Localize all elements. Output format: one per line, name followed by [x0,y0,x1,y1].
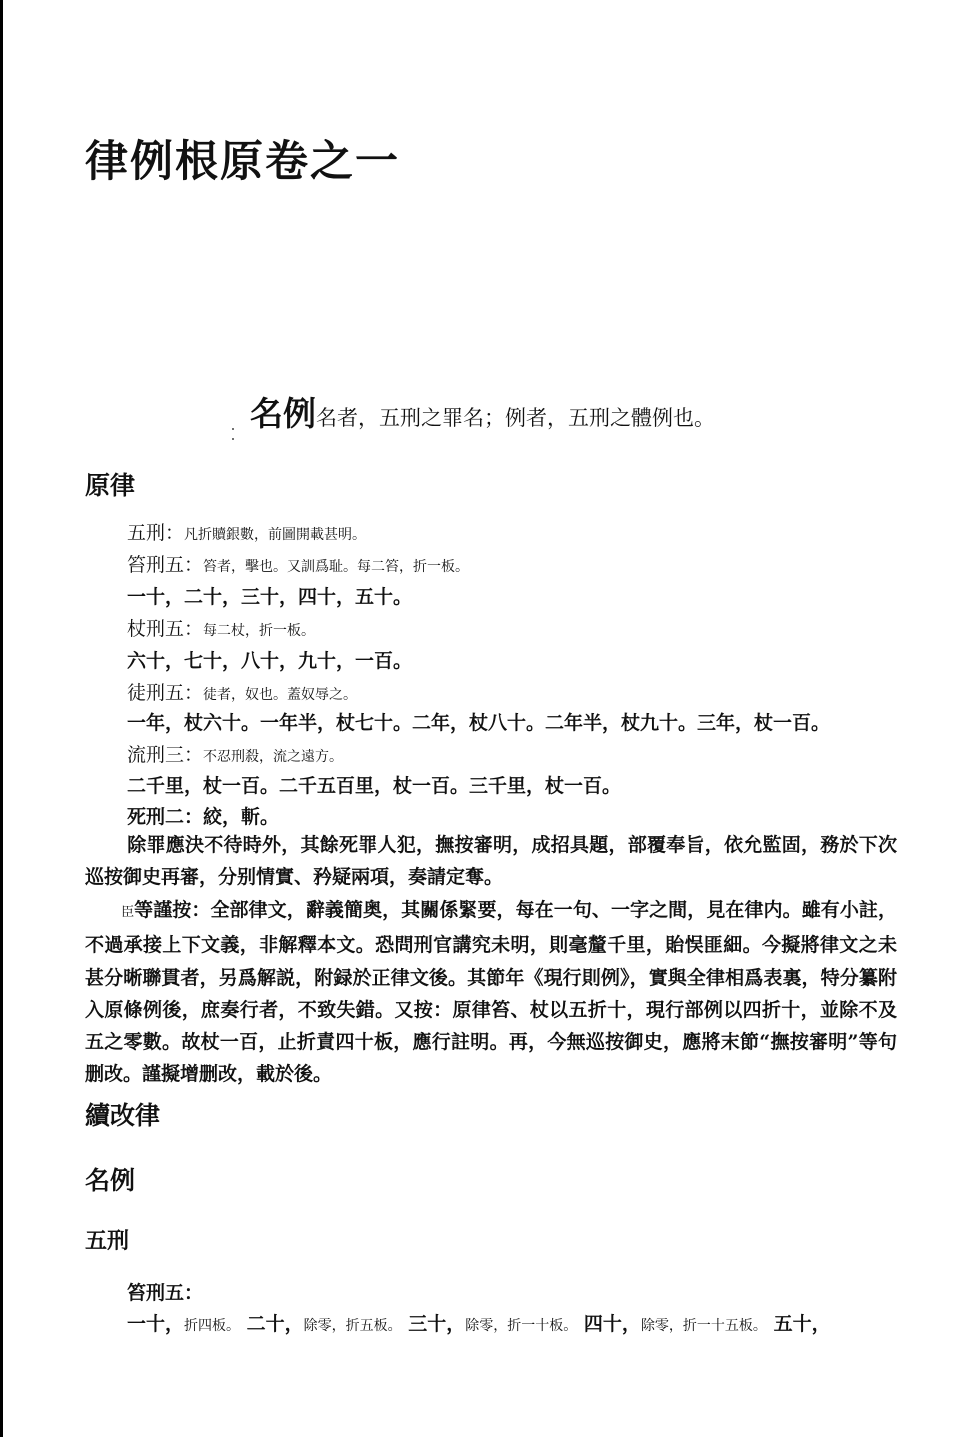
line-note: 除零，折一十板。 [465,1318,578,1334]
line-main: 五十， [773,1313,831,1335]
line-main: 三十， [408,1313,466,1335]
paragraph-2-text: 等謹按：全部律文，辭義簡奥，其關係緊要，每在一句、一字之間，見在律内。雖有小註，不過承接上下文義，非解釋本文。恐問刑官講究未明，則毫釐千里，貽悮匪細。今擬將律文之未甚分晰聯貫者，另爲解説，附録於正律文後。其節年《現行則例》，實與全律相爲表裏，特分纂附入原條例後，庶奏行者，不致失錯。又按：原律笞、杖以五折十，現行部例以四折十，並除不及五之零數。故杖一百，止折責四十板，應行註明。再，今無巡按御史，應將末節“撫按審明”等句删改。謹擬增删改，載於後。 [85,899,897,1086]
text-line [127,518,366,545]
line-main: 四十， [583,1313,641,1335]
line-note: 每二杖，折一板。 [203,623,316,639]
line-note: 不忍刑殺，流之遠方。 [203,749,344,765]
text-line [127,646,412,673]
text-line [127,740,343,767]
heading-mingli: 名例 [85,1166,136,1195]
line-main: 六十，七十，八十，九十，一百。 [127,650,413,672]
line-note: 凡折贖銀數，前圖開載甚明。 [184,527,367,543]
line-main: 一年，杖六十。一年半，杖七十。二年，杖八十。二年半，杖九十。三年，杖一百。 [127,712,831,734]
page-left-edge [0,0,3,1437]
paragraph-2-prefix: 臣 [121,905,135,920]
text-line [127,582,412,609]
line-main: 徒刑五： [127,682,204,704]
line-main: 一十，二十，三十，四十，五十。 [127,586,413,608]
line-main: 二十， [246,1313,304,1335]
text-line [127,708,830,735]
text-line [127,678,357,705]
paragraph-1-text: 除罪應決不待時外，其餘死罪人犯，撫按審明，成招具題，部覆奉旨，依允監固，務於下次巡按御史再審，分别情實、矜疑兩項，奏請定奪。 [85,834,897,889]
text-line [127,802,279,829]
line-note: 笞者，擊也。又訓爲耻。每二笞，折一板。 [203,559,470,575]
section-heading-text: 名例 [250,394,316,433]
line-note: 除零，折五板。 [303,1318,402,1334]
line-main: 五刑： [127,522,185,544]
speck [232,428,234,430]
text-line [127,1278,203,1305]
line-main: 笞刑五： [127,1282,204,1304]
section-heading [250,388,715,435]
text-line [127,614,315,641]
text-line [127,550,469,577]
text-line [127,1309,831,1336]
heading-yuanlv: 原律 [85,471,136,500]
speck [232,438,234,440]
line-main: 一十， [127,1313,185,1335]
heading-xugai: 續改律 [85,1101,161,1130]
line-main: 笞刑五： [127,554,204,576]
paragraph-1 [85,829,897,894]
heading-wuxing: 五刑 [85,1228,130,1254]
text-line [127,771,621,798]
line-main: 二千里，杖一百。二千五百里，杖一百。三千里，杖一百。 [127,775,622,797]
line-note: 折四板。 [184,1318,241,1334]
paragraph-2 [85,894,897,1091]
line-main: 死刑二：絞，斬。 [127,806,280,828]
line-main: 流刑三： [127,744,204,766]
page-title: 律例根原卷之一 [85,137,400,187]
line-main: 杖刑五： [127,618,204,640]
section-heading-note: 名者，五刑之罪名；例者，五刑之體例也。 [316,406,715,430]
line-note: 除零，折一十五板。 [640,1318,767,1334]
line-note: 徒者，奴也。蓋奴辱之。 [203,687,358,703]
